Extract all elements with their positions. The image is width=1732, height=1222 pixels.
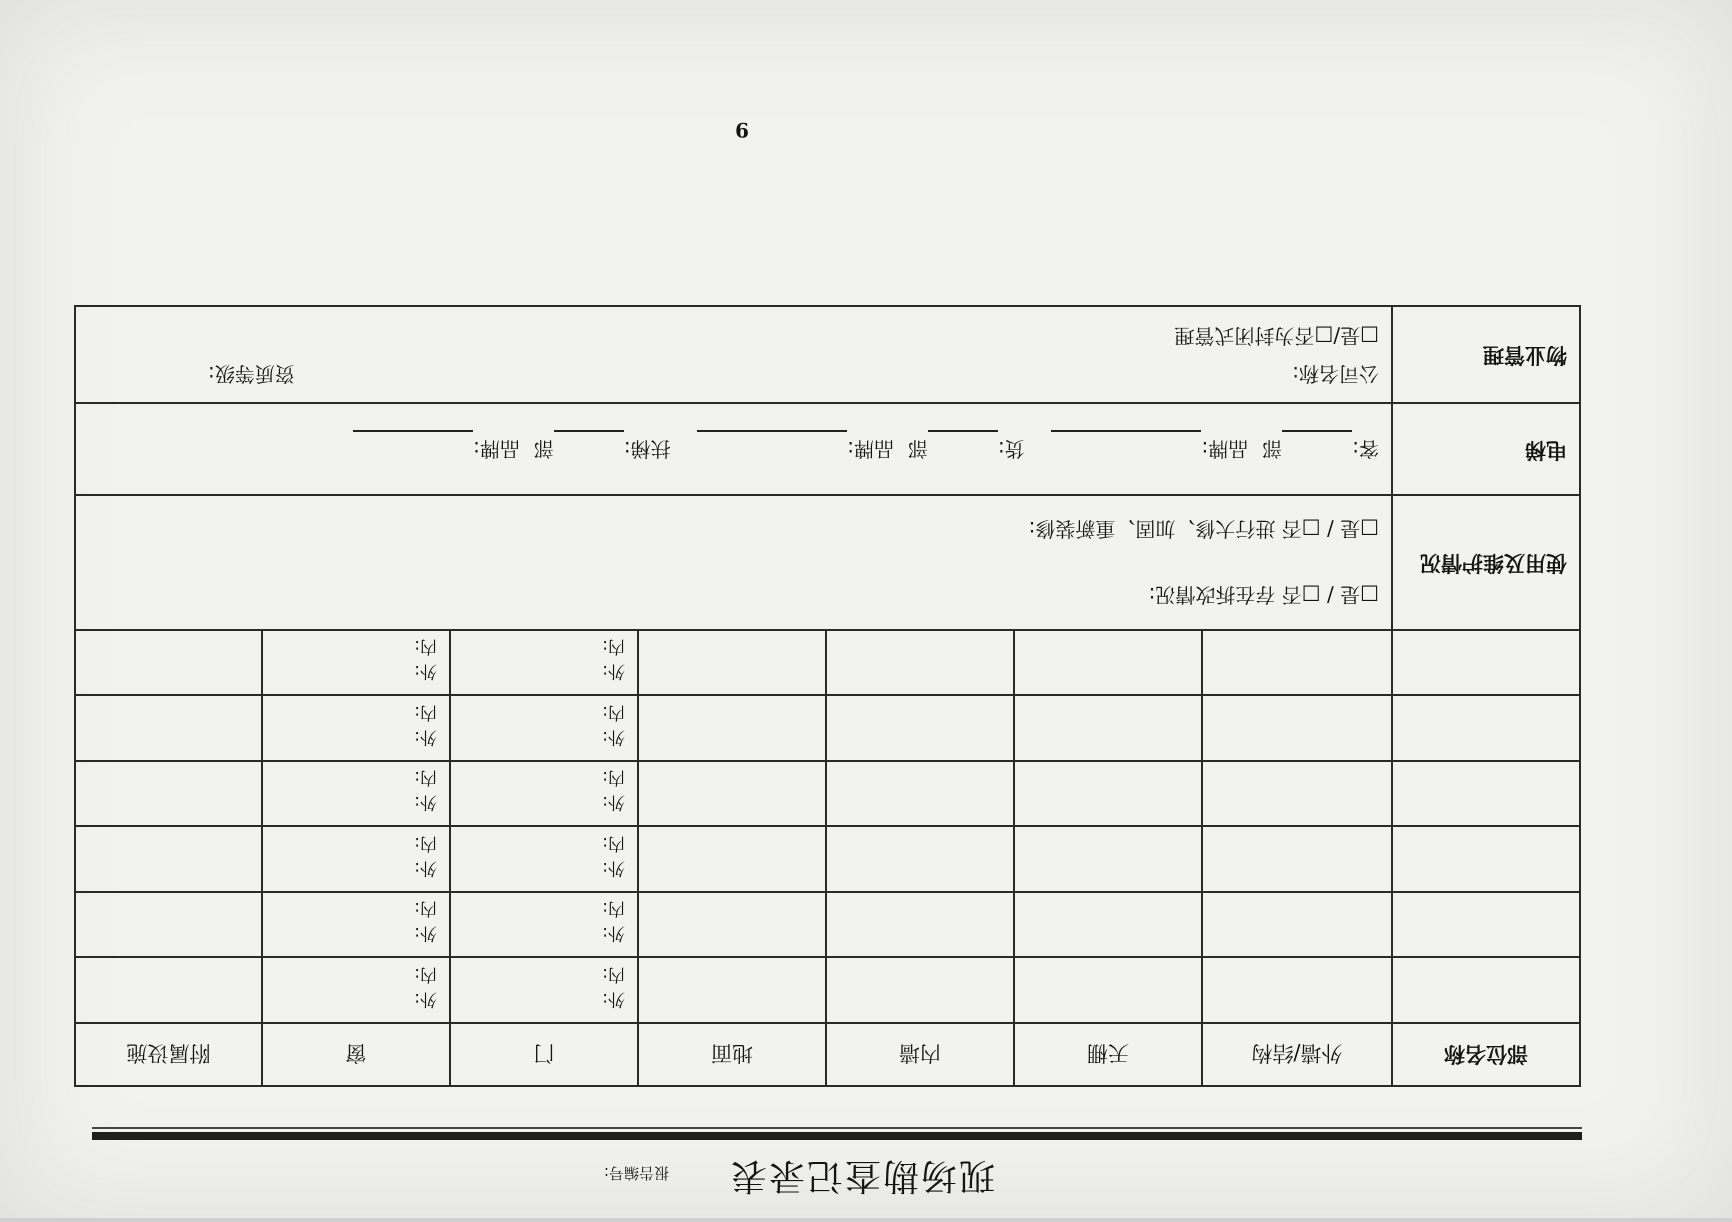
cell-window: [262, 826, 450, 892]
table-row: [75, 630, 1580, 696]
door-inner-label: 内:: [602, 767, 625, 788]
window-inner-label: 内:: [414, 832, 437, 853]
window-inner-label: 内:: [414, 963, 437, 984]
elevator-brand-2-blank: [697, 430, 847, 452]
cell-interior-wall: [826, 826, 1014, 892]
window-outer-label: 外:: [414, 988, 437, 1009]
elevator-unit-3: 部: [533, 437, 554, 462]
cell-window: [262, 957, 450, 1023]
door-outer-label: 外:: [602, 661, 625, 682]
door-outer-label: 外:: [602, 792, 625, 813]
maintenance-line-renovation: □是 / □否 进行大修、加固、重新装修:: [1028, 517, 1379, 542]
elevator-cargo-count-blank: [928, 430, 998, 452]
col-header-floor: 地面: [638, 1023, 826, 1086]
elevator-brand-1: 品牌:: [1201, 437, 1249, 462]
elevator-brand-3: 品牌:: [473, 437, 520, 462]
door-inner-label: 内:: [602, 701, 625, 722]
cell-door: [450, 630, 638, 696]
cell-facilities: [75, 892, 262, 958]
window-outer-label: 外:: [414, 792, 437, 813]
maintenance-row: [75, 495, 1580, 629]
cell-floor: [638, 892, 826, 958]
header-rule-thick: [92, 1132, 1582, 1140]
cell-interior-wall: [826, 695, 1014, 761]
cell-door: [450, 892, 638, 958]
door-inner-label: 内:: [602, 963, 625, 984]
table-row: [75, 892, 1580, 958]
elevator-brand-2: 品牌:: [847, 437, 895, 462]
cell-ceiling: [1014, 630, 1202, 696]
elevator-escalator-count-blank: [554, 430, 624, 452]
maintenance-content: [75, 495, 1392, 629]
cell-window: [262, 761, 450, 827]
property-label: 物业管理: [1392, 306, 1580, 403]
maintenance-line-alterations: □是 / □否 存在拆改情况:: [1148, 583, 1379, 608]
col-header-facilities: 附属设施: [75, 1023, 262, 1086]
window-outer-label: 外:: [414, 923, 437, 944]
col-header-part-name: 部位名称: [1392, 1023, 1580, 1086]
door-inner-label: 内:: [602, 832, 625, 853]
table-header-row: [75, 1023, 1580, 1086]
form-title: 现场勘查记录表: [729, 1155, 996, 1196]
door-outer-label: 外:: [602, 726, 625, 747]
cell-facilities: [75, 826, 262, 892]
window-inner-label: 内:: [414, 898, 437, 919]
cell-interior-wall: [826, 630, 1014, 696]
cell-floor: [638, 957, 826, 1023]
window-inner-label: 内:: [414, 701, 437, 722]
elevator-unit-1: 部: [1262, 437, 1283, 462]
door-outer-label: 外:: [602, 857, 625, 878]
col-header-door: 门: [450, 1023, 638, 1086]
cell-facilities: [75, 695, 262, 761]
property-row: [75, 306, 1580, 403]
cell-door: [450, 695, 638, 761]
col-header-ceiling: 天棚: [1014, 1023, 1202, 1086]
elevator-label: 电梯: [1392, 403, 1580, 495]
cell-exterior: [1202, 826, 1392, 892]
cell-facilities: [75, 957, 262, 1023]
cell-part-name: [1392, 957, 1580, 1023]
cell-door: [450, 826, 638, 892]
cell-part-name: [1392, 761, 1580, 827]
window-outer-label: 外:: [414, 726, 437, 747]
cell-exterior: [1202, 695, 1392, 761]
elevator-brand-3-blank: [353, 430, 473, 452]
table-row: [75, 761, 1580, 827]
cell-interior-wall: [826, 892, 1014, 958]
cell-window: [262, 630, 450, 696]
property-content: [75, 306, 1392, 403]
cell-window: [262, 695, 450, 761]
property-qualification-label: 资质等级:: [208, 361, 295, 386]
col-header-exterior: 外墙/结构: [1202, 1023, 1392, 1086]
cell-door: [450, 957, 638, 1023]
cell-exterior: [1202, 630, 1392, 696]
cell-ceiling: [1014, 826, 1202, 892]
cell-facilities: [75, 630, 262, 696]
header-rule-thin: [92, 1127, 1582, 1129]
elevator-unit-2: 部: [908, 437, 929, 462]
cell-interior-wall: [826, 761, 1014, 827]
door-outer-label: 外:: [602, 923, 625, 944]
elevator-row: [75, 403, 1580, 495]
table-row: [75, 957, 1580, 1023]
elevator-brand-1-blank: [1052, 430, 1202, 452]
col-header-window: 窗: [262, 1023, 450, 1086]
cell-exterior: [1202, 761, 1392, 827]
door-inner-label: 内:: [602, 898, 625, 919]
window-inner-label: 内:: [414, 767, 437, 788]
elevator-escalator-label: 扶梯:: [623, 437, 671, 462]
window-inner-label: 内:: [414, 636, 437, 657]
elevator-cargo-label: 货:: [998, 437, 1025, 462]
cell-floor: [638, 630, 826, 696]
cell-part-name: [1392, 892, 1580, 958]
cell-floor: [638, 695, 826, 761]
property-company-line: [88, 355, 1379, 393]
window-outer-label: 外:: [414, 857, 437, 878]
window-outer-label: 外:: [414, 661, 437, 682]
cell-facilities: [75, 761, 262, 827]
cell-part-name: [1392, 826, 1580, 892]
cell-part-name: [1392, 695, 1580, 761]
cell-ceiling: [1014, 892, 1202, 958]
elevator-passenger-count-blank: [1282, 430, 1352, 452]
property-closed-management: □是/□否为封闭式管理: [1174, 323, 1379, 348]
elevator-content: [75, 403, 1392, 495]
report-number-label: 报告编号:: [603, 1164, 669, 1182]
door-outer-label: 外:: [602, 988, 625, 1009]
maintenance-label: 使用及维护情况: [1392, 495, 1580, 629]
page-number: 9: [735, 118, 749, 142]
cell-exterior: [1202, 892, 1392, 958]
cell-ceiling: [1014, 761, 1202, 827]
cell-exterior: [1202, 957, 1392, 1023]
cell-floor: [638, 761, 826, 827]
property-company-label: 公司名称:: [1292, 361, 1379, 386]
col-header-interior-wall: 内墙: [826, 1023, 1014, 1086]
cell-window: [262, 892, 450, 958]
elevator-passenger-label: 客:: [1352, 437, 1379, 462]
table-row: [75, 826, 1580, 892]
table-row: [75, 695, 1580, 761]
cell-door: [450, 761, 638, 827]
survey-table: [74, 305, 1581, 1087]
scan-edge: [0, 1218, 1732, 1222]
cell-part-name: [1392, 630, 1580, 696]
door-inner-label: 内:: [602, 636, 625, 657]
elevator-line: [88, 430, 1379, 468]
cell-interior-wall: [826, 957, 1014, 1023]
cell-ceiling: [1014, 957, 1202, 1023]
cell-floor: [638, 826, 826, 892]
cell-ceiling: [1014, 695, 1202, 761]
